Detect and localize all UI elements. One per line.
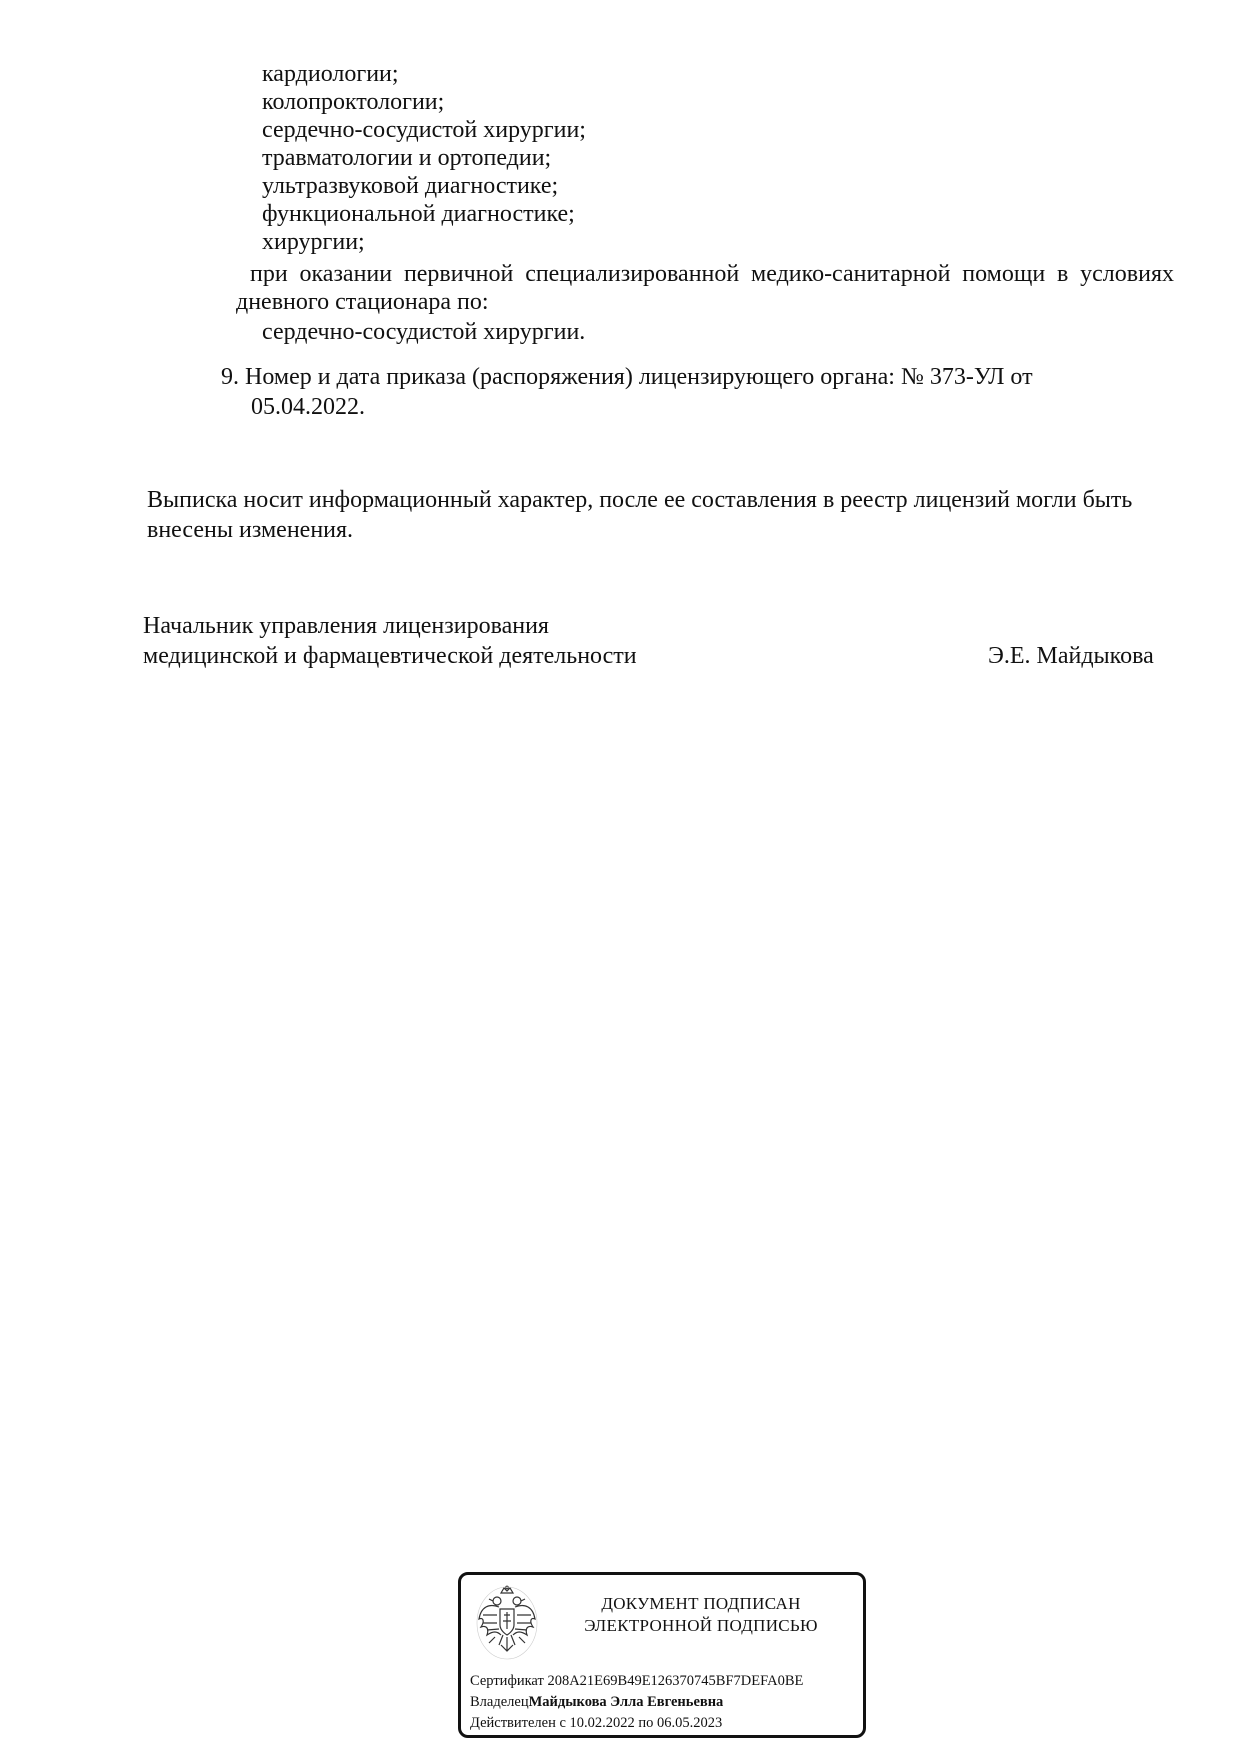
disclaimer-line: Выписка носит информационный характер, после ее составления в реестр лицензий могли быть bbox=[147, 487, 1133, 513]
specialty-item: сердечно-сосудистой хирургии; bbox=[262, 117, 586, 143]
stamp-heading-line: ЭЛЕКТРОННОЙ ПОДПИСЬЮ bbox=[584, 1616, 818, 1635]
signatory-name: Э.Е. Майдыкова bbox=[988, 643, 1154, 669]
validity-line: Действителен с 10.02.2022 по 06.05.2023 bbox=[470, 1715, 723, 1731]
order-date-line: 05.04.2022. bbox=[251, 394, 365, 420]
coat-of-arms-icon bbox=[475, 1585, 539, 1661]
specialty-item: функциональной диагностике; bbox=[262, 201, 575, 227]
stamp-heading bbox=[541, 1593, 861, 1637]
owner-line bbox=[470, 1693, 723, 1711]
certificate-label: Сертификат bbox=[470, 1673, 544, 1689]
electronic-signature-stamp bbox=[458, 1572, 866, 1738]
specialty-item: ультразвуковой диагностике; bbox=[262, 173, 559, 199]
signatory-title: Начальник управления лицензирования bbox=[143, 613, 549, 639]
order-number-line: 9. Номер и дата приказа (распоряжения) лицензирующего органа: № 373-УЛ от bbox=[221, 364, 1033, 390]
stamp-heading-line: ДОКУМЕНТ ПОДПИСАН bbox=[601, 1594, 801, 1613]
owner-label: Владелец bbox=[470, 1694, 529, 1710]
specialty-item: травматологии и ортопедии; bbox=[262, 145, 552, 171]
specialty-item: кардиологии; bbox=[262, 61, 399, 87]
owner-value: Майдыкова Элла Евгеньевна bbox=[528, 1694, 724, 1710]
day-hospital-intro: при оказании первичной специализированной медико-санитарной помощи в условиях bbox=[250, 261, 1174, 287]
specialty-item: хирургии; bbox=[262, 229, 365, 255]
certificate-value: 208A21E69B49E126370745BF7DEFA0BE bbox=[547, 1673, 804, 1689]
disclaimer-line: внесены изменения. bbox=[147, 517, 354, 543]
certificate-line bbox=[470, 1672, 803, 1690]
specialty-item: колопроктологии; bbox=[262, 89, 445, 115]
day-hospital-item: сердечно-сосудистой хирургии. bbox=[262, 319, 586, 345]
signatory-title: медицинской и фармацевтической деятельности bbox=[143, 643, 637, 669]
day-hospital-intro-continued: дневного стационара по: bbox=[236, 289, 489, 315]
